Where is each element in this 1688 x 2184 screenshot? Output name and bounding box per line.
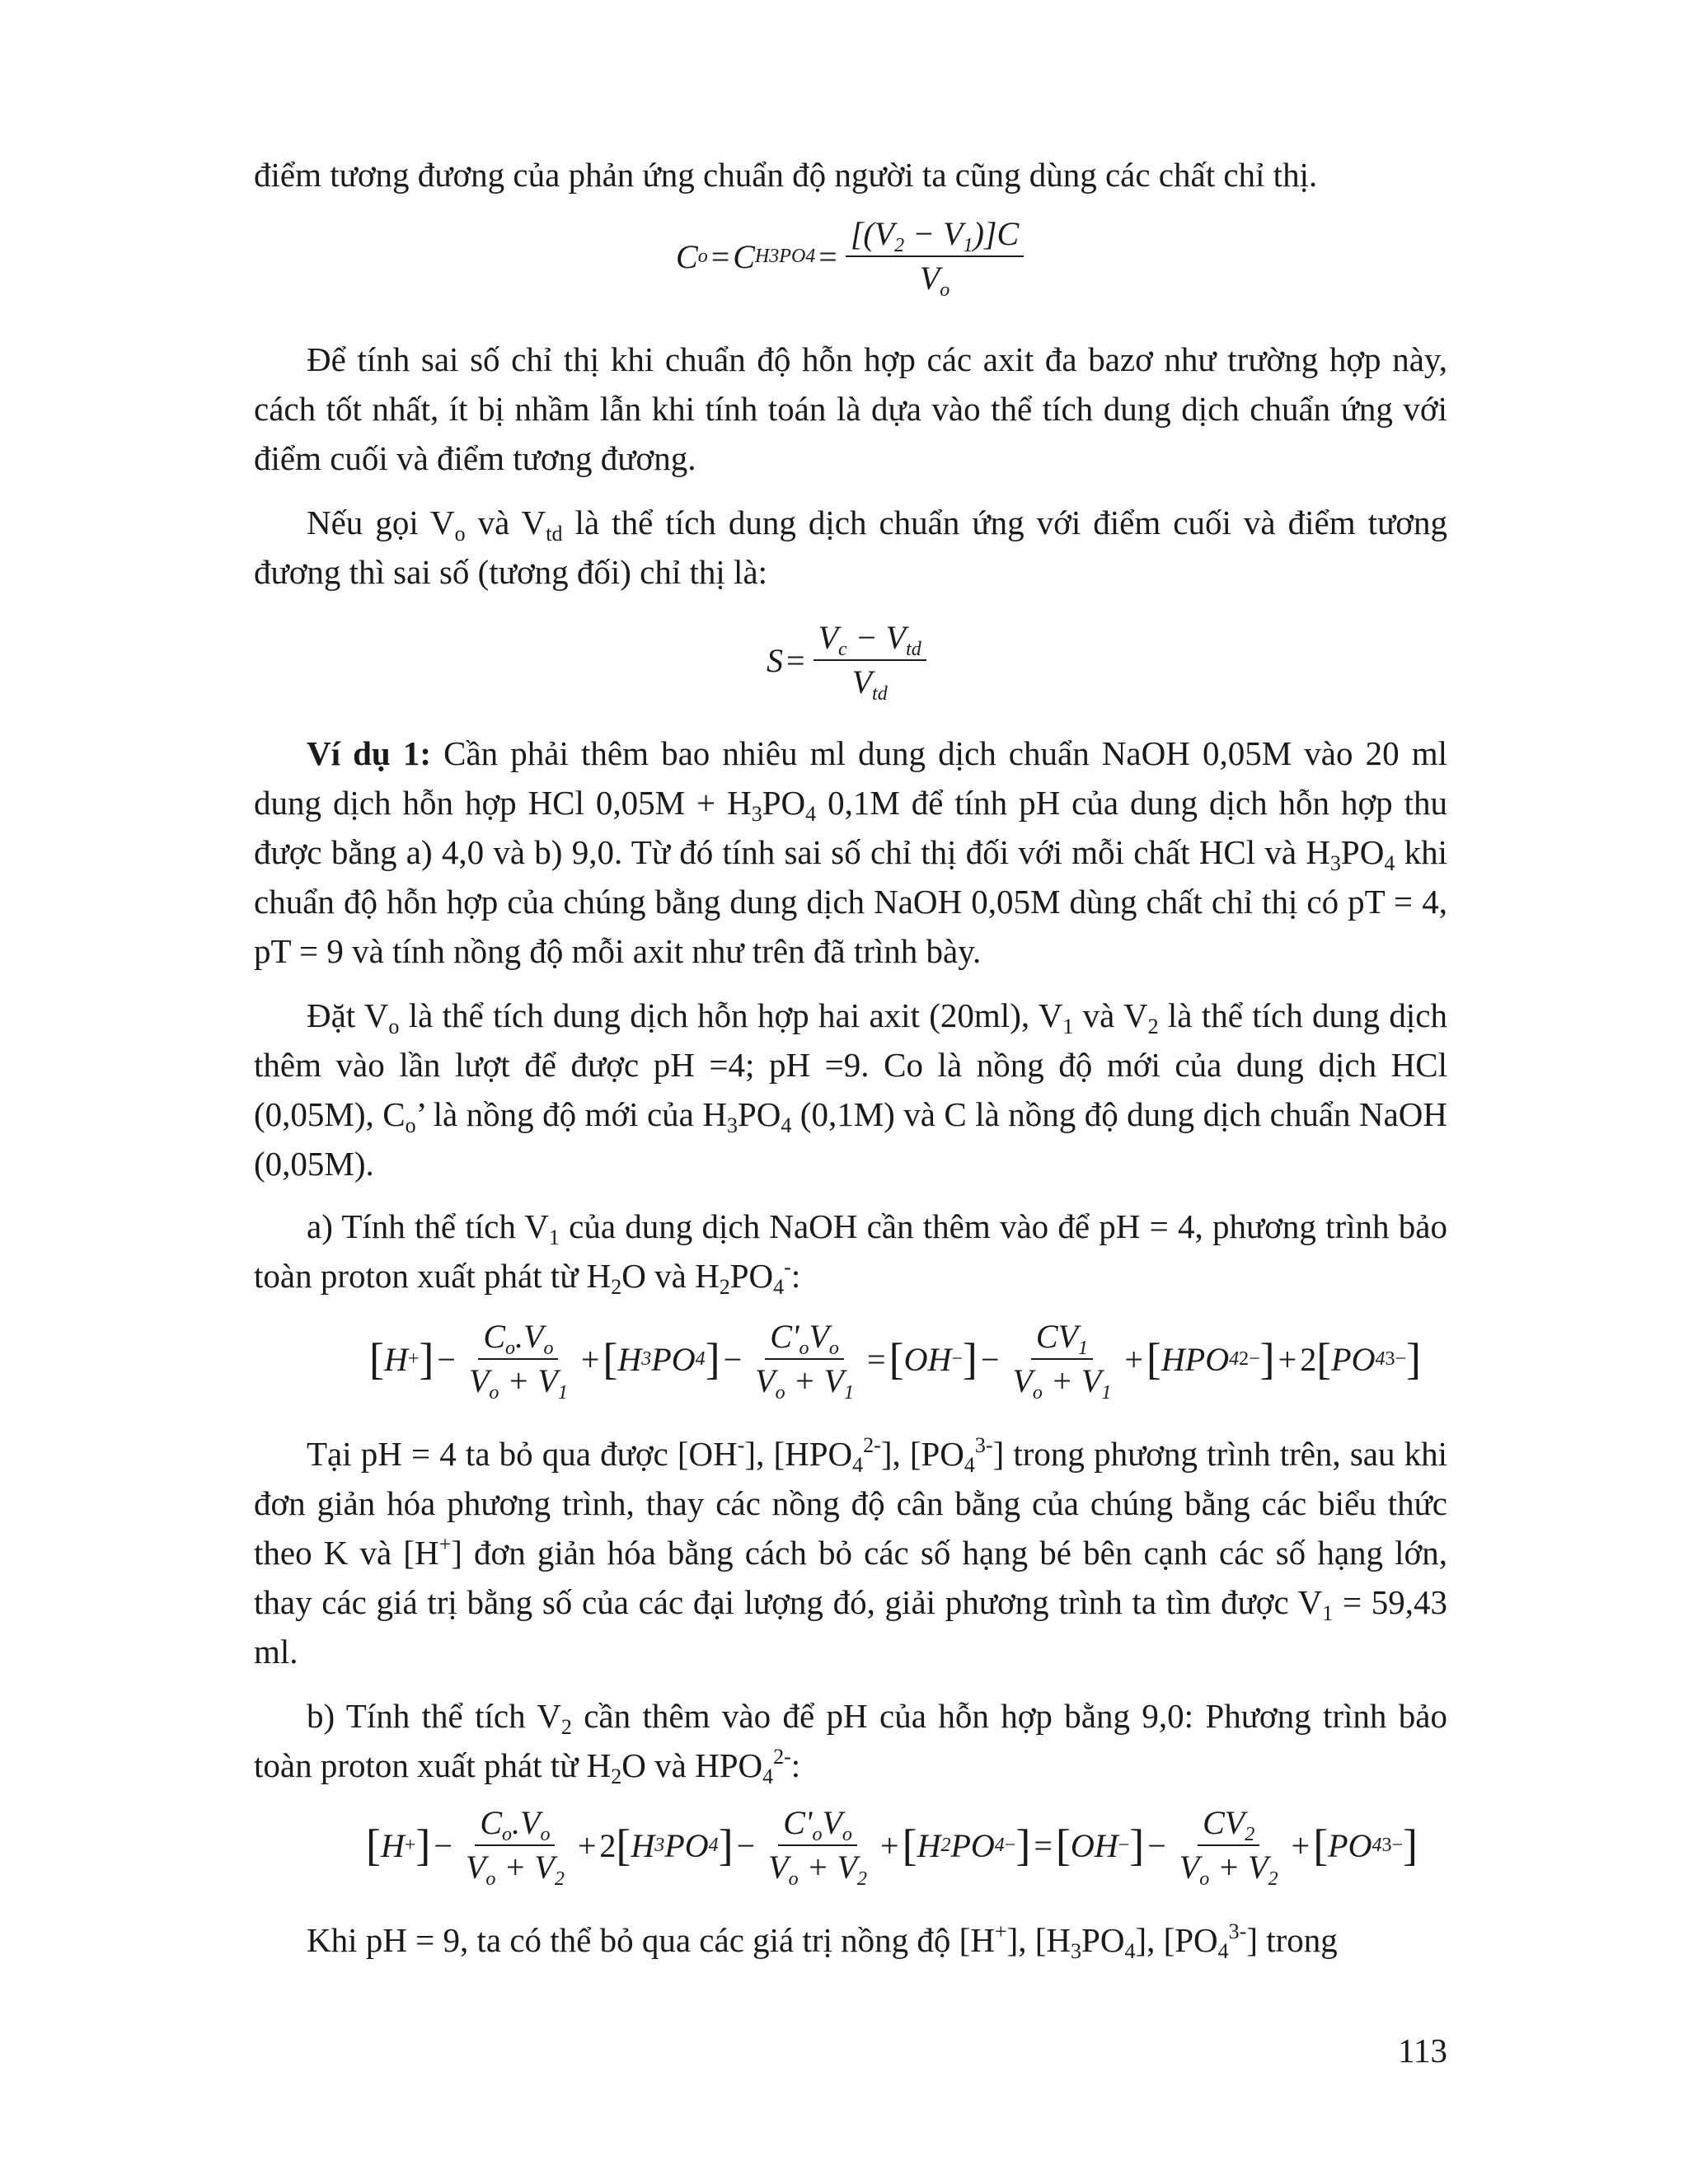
paragraph-part-b: b) Tính thể tích $V_2$ cần thêm vào để pH của hỗn hợp bằng 9,0: Phương trình bảo toàn proton xuất phát từ $H_2O$ và $HPO_4^{2-}$: [254, 1697, 1447, 1788]
paragraph-definition: Nếu gọi $V_o$ và $V_{td}$ là thể tích dung dịch chuẩn ứng với điểm cuối và điểm tương đương thì sai số (tương đối) chỉ thị là: [254, 504, 1447, 591]
paragraph-method: Để tính sai số chỉ thị khi chuẩn độ hỗn hợp các axit đa bazơ như trường hợp này, cách tốt nhất, ít bị nhầm lẫn khi tính toán là dựa vào thể tích dung dịch chuẩn ứng với điểm cuối và điểm tương đương. [254, 340, 1447, 477]
paragraph-ph9: Khi pH = 9, ta có thể bỏ qua các giá trị nồng độ [H+], $[H_3PO_4]$, $[PO_4^{3-}]$ trong [307, 1919, 1338, 1963]
equation-proton-balance-a: [ H + ] − $\frac{C_o.V_o}{V_o + V_1}$ + [ H 3 PO 4 ] − $\frac{C'_oV_o}{V_o + V_1}$ = [ OH − ] − $\frac{CV_1}{V_o + V_1}$ + [ HPO 4 2− ] + 2 [ PO 4 3− ] [369, 1318, 1422, 1404]
paragraph-intro: điểm tương đương của phản ứng chuẩn độ người ta cũng dùng các chất chỉ thị. [254, 156, 1318, 194]
paragraph-ph4-result: Tại pH = 4 ta bỏ qua được [OH-], $[HPO_4^{2-}]$, $[PO_4^{3-}]$ trong phương trình trên, sau khi đơn giản hóa phương trình, thay các nồng độ cân bằng của chúng bằng các biểu thức theo K và [H+] đơn giản hóa bằng cách bỏ các số hạng bé bên cạnh các số hạng lớn, thay các giá trị bằng số của các đại lượng đó, giải phương trình ta tìm được $V_1 = 59,43$ ml. [254, 1433, 1448, 1671]
paragraph-part-a: a) Tính thể tích $V_1$ của dung dịch NaOH cần thêm vào để pH = 4, phương trình bảo toàn proton xuất phát từ $H_2O$ và $H_2PO_4^-$: [254, 1207, 1447, 1299]
equation-proton-balance-b: [ H + ] − $\frac{C_o.V_o}{V_o + V_2}$ + 2 [ H 3 PO 4 ] − $\frac{C'_oV_o}{V_o + V_2}$ + [ H 2 PO 4 − ] = [ OH − ] − $\frac{CV_2}{V_o + V_2}$ + [ PO 4 3− ] [366, 1804, 1418, 1890]
page-number: 113 [1398, 2032, 1447, 2069]
equation-error: S = $\frac{V_c - V_{td}}{V_{td}}$ [767, 620, 931, 701]
paragraph-example-1: Ví dụ 1: Cần phải thêm bao nhiêu ml dung dịch chuẩn NaOH 0,05M vào 20 ml dung dịch hỗn hợp HCl $0,05M + H_3PO_4$ 0,1M để tính pH của dung dịch hỗn hợp thu được bằng a) 4,0 và b) 9,0. Từ đó tính sai số chỉ thị đối với mỗi chất HCl và $H_3PO_4$ khi chuẩn độ hỗn hợp của chúng bằng dung dịch NaOH 0,05M dùng chất chỉ thị có pT = 4, pT = 9 và tính nồng độ mỗi axit như trên đã trình bày. [254, 734, 1447, 970]
equation-concentration: C o = C H3PO4 = $\frac{[(V_2 - V_1)]C}{V_o}$ [676, 216, 1029, 297]
paragraph-variables: Đặt $V_o$ là thể tích dung dịch hỗn hợp hai axit (20ml), $V_1$ và $V_2$ là thể tích dung dịch thêm vào lần lượt để được pH =4; pH =9. Co là nồng độ mới của dung dịch HCl (0,05M), $C_o$’ là nồng độ mới của $H_3PO_4$ (0,1M) và C là nồng độ dung dịch chuẩn NaOH (0,05M). [254, 996, 1448, 1183]
